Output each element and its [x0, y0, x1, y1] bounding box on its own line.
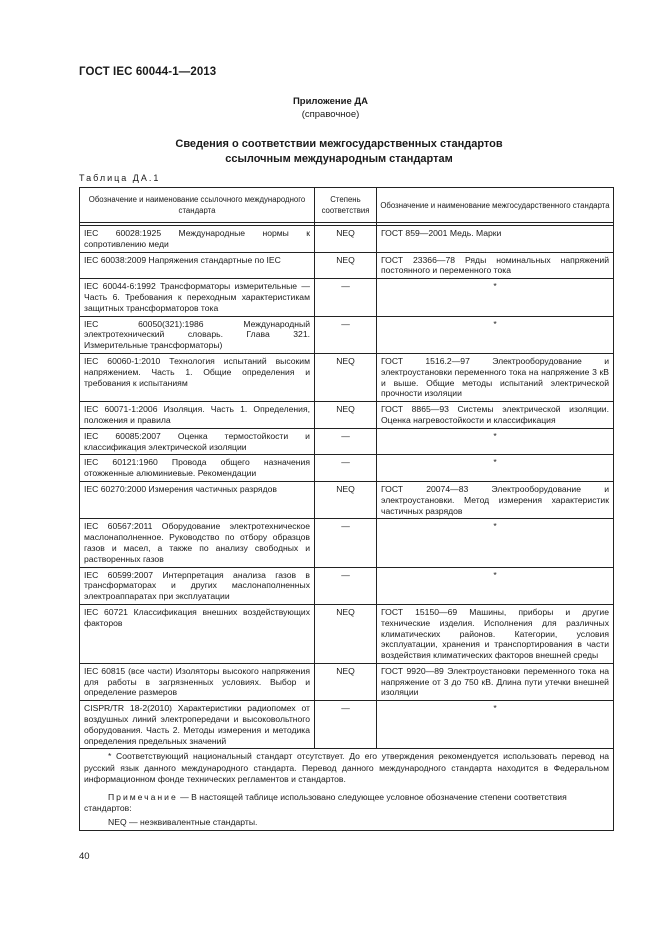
cell-interstate-standard: ГОСТ 23366—78 Ряды номинальных напряжений постоянного и переменного тока	[377, 252, 614, 279]
cell-degree: —	[315, 567, 377, 604]
note-label: Примечание	[108, 791, 178, 802]
cell-interstate-standard: *	[377, 428, 614, 455]
header-degree: Степень соответствия	[315, 188, 377, 223]
cell-international-standard: IEC 60038:2009 Напряжения стандартные по IEC	[80, 252, 315, 279]
cell-interstate-standard: *	[377, 316, 614, 353]
table-row	[80, 279, 614, 316]
cell-interstate-standard: ГОСТ 15150—69 Машины, приборы и другие технические изделия. Исполнения для различных климатических районов. Категории, условия эксплуатации, хранения и транспортирования в части воздействия климатических факторов внешней среды	[377, 604, 614, 663]
cell-degree: —	[315, 701, 377, 749]
table-row	[80, 226, 614, 253]
table-row	[80, 353, 614, 401]
cell-degree: NEQ	[315, 252, 377, 279]
cell-degree: —	[315, 519, 377, 567]
cell-degree: —	[315, 455, 377, 482]
table-row	[80, 663, 614, 700]
header-international-standard: Обозначение и наименование ссылочного международного стандарта	[80, 188, 315, 223]
table-header-row	[80, 188, 614, 223]
cell-interstate-standard: *	[377, 279, 614, 316]
table-row	[80, 316, 614, 353]
cell-international-standard: IEC 60050(321):1986 Международный электротехнический словарь. Глава 321. Измерительные трансформаторы)	[80, 316, 315, 353]
table-row	[80, 567, 614, 604]
note-text: — В настоящей таблице использовано следующее условное обозначение степени соответствия стандартов:	[84, 791, 567, 814]
cell-international-standard: IEC 60599:2007 Интерпретация анализа газов в трансформаторах и других маслонаполненных электроаппаратах при эксплуатации	[80, 567, 315, 604]
footnote: * Соответствующий национальный стандарт отсутствует. До его утверждения рекомендуется использовать перевод на русский язык данного международного стандарта. Перевод данного международного стандарта находится в Федеральном информационном фонде технических регламентов и стандартов.	[84, 751, 609, 785]
cell-international-standard: IEC 60071-1:2006 Изоляция. Часть 1. Определения, положения и правила	[80, 402, 315, 429]
cell-degree: NEQ	[315, 481, 377, 518]
cell-international-standard: IEC 60060-1:2010 Технология испытаний высоким напряжением. Часть 1. Общие определения и требования к испытаниям	[80, 353, 315, 401]
cell-interstate-standard: *	[377, 455, 614, 482]
cell-international-standard: IEC 60044-6:1992 Трансформаторы измерительные — Часть 6. Требования к переходным характеристикам защитных трансформаторов тока	[80, 279, 315, 316]
cell-international-standard: IEC 60815 (все части) Изоляторы высокого напряжения для работы в загрязненных условиях. Выбор и определение размеров	[80, 663, 315, 700]
table-row	[80, 455, 614, 482]
cell-international-standard: IEC 60121:1960 Провода общего назначения отожженные алюминиевые. Рекомендации	[80, 455, 315, 482]
cell-interstate-standard: ГОСТ 9920—89 Электроустановки переменного тока на напряжение от 3 до 750 кВ. Длина пути утечки внешней изоляции	[377, 663, 614, 700]
cell-interstate-standard: *	[377, 701, 614, 749]
cell-degree: NEQ	[315, 353, 377, 401]
cell-interstate-standard: ГОСТ 8865—93 Системы электрической изоляции. Оценка нагревостойкости и классификация	[377, 402, 614, 429]
cell-international-standard: IEC 60270:2000 Измерения частичных разрядов	[80, 481, 315, 518]
cell-international-standard: IEC 60721 Классификация внешних воздействующих факторов	[80, 604, 315, 663]
table-row	[80, 428, 614, 455]
table-row	[80, 519, 614, 567]
correspondence-table	[79, 187, 614, 831]
cell-degree: —	[315, 316, 377, 353]
page-number: 40	[79, 851, 90, 862]
table-row	[80, 252, 614, 279]
cell-degree: NEQ	[315, 402, 377, 429]
section-title-line2: ссылочным международным стандартам	[225, 153, 453, 165]
table-row	[80, 481, 614, 518]
cell-interstate-standard: ГОСТ 20074—83 Электрооборудование и электроустановки. Метод измерения характеристик частичных разрядов	[377, 481, 614, 518]
cell-degree: —	[315, 279, 377, 316]
note-item: NEQ — неэквивалентные стандарты.	[108, 816, 258, 827]
cell-degree: —	[315, 428, 377, 455]
cell-degree: NEQ	[315, 604, 377, 663]
table-footer-row	[80, 749, 614, 830]
section-title-line1: Сведения о соответствии межгосударственных стандартов	[175, 138, 503, 150]
cell-international-standard: IEC 60085:2007 Оценка термостойкости и классификация электрической изоляции	[80, 428, 315, 455]
document-header: ГОСТ IEC 60044-1—2013	[79, 66, 217, 78]
table-row	[80, 604, 614, 663]
cell-international-standard: IEC 60028:1925 Международные нормы к сопротивлению меди	[80, 226, 315, 253]
table-row	[80, 402, 614, 429]
cell-interstate-standard: ГОСТ 859—2001 Медь. Марки	[377, 226, 614, 253]
cell-degree: NEQ	[315, 663, 377, 700]
table-caption: Таблица ДА.1	[79, 173, 161, 183]
cell-interstate-standard: *	[377, 519, 614, 567]
table-row	[80, 701, 614, 749]
cell-international-standard: CISPR/TR 18-2(2010) Характеристики радиопомех от воздушных линий электропередачи и высоковольтного оборудования. Часть 2. Методы измерения и методика определения предельных значений	[80, 701, 315, 749]
cell-international-standard: IEC 60567:2011 Оборудование электротехническое маслонаполненное. Руководство по отбору образцов газов и масел, а также по анализу свободных и растворенных газов	[80, 519, 315, 567]
note	[84, 792, 609, 815]
cell-degree: NEQ	[315, 226, 377, 253]
cell-interstate-standard: *	[377, 567, 614, 604]
appendix-kind: (справочное)	[301, 109, 360, 120]
cell-interstate-standard: ГОСТ 1516.2—97 Электрооборудование и электроустановки переменного тока на напряжение 3 кВ и выше. Общие методы испытаний электрической прочности изоляции	[377, 353, 614, 401]
header-interstate-standard: Обозначение и наименование межгосударственного стандарта	[377, 188, 614, 223]
table-footer	[80, 749, 614, 830]
appendix-label: Приложение ДА	[292, 96, 369, 107]
